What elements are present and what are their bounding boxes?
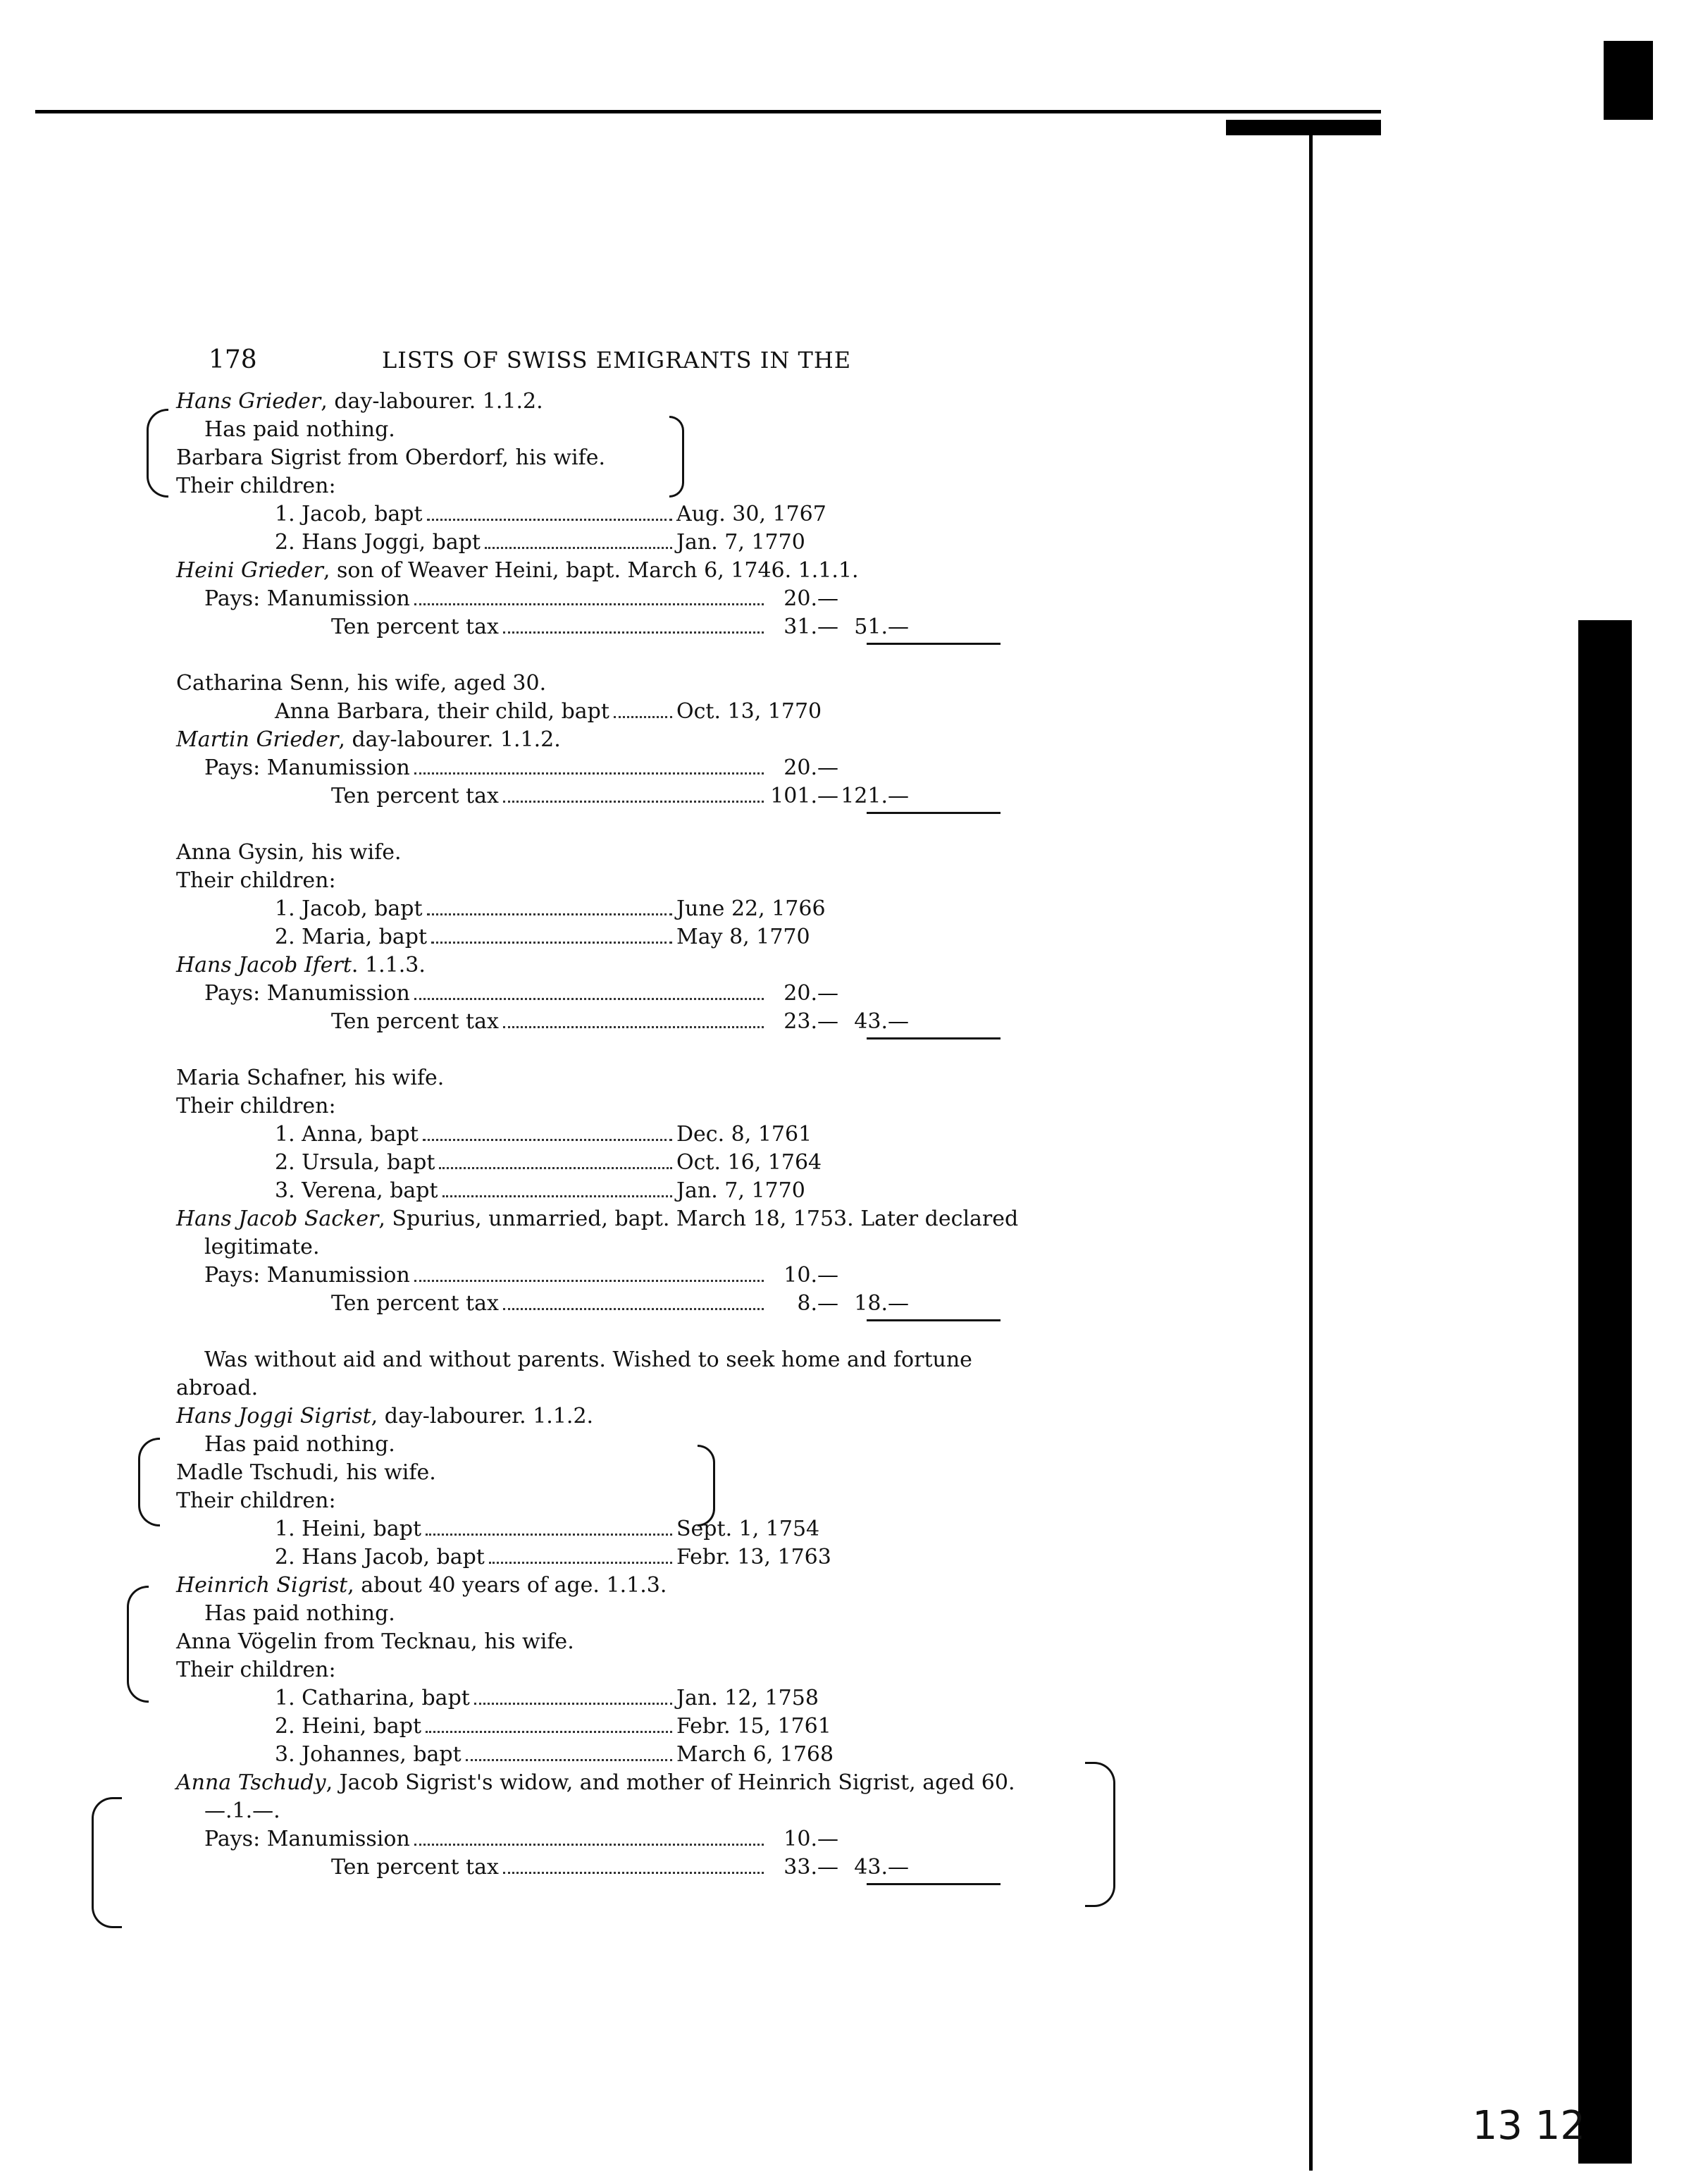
person-entry [176, 1769, 1064, 1797]
baptism-date: Oct. 16, 1764 [676, 1150, 822, 1175]
tax-line [176, 1008, 1064, 1036]
entry-list [176, 388, 1064, 1882]
text-line: Anna Gysin, his wife. [176, 840, 402, 865]
person-name: Hans Jacob Sacker [176, 1207, 379, 1231]
baptism-date: May 8, 1770 [676, 925, 810, 949]
text-line: Has paid nothing. [204, 1432, 395, 1457]
child-entry [176, 698, 1064, 726]
total: 18.— [854, 1291, 909, 1316]
total: 121.— [841, 784, 909, 808]
payment-label: Ten percent tax [331, 615, 499, 639]
dot-leader [503, 1308, 764, 1310]
dot-leader [503, 1872, 764, 1874]
spacer [176, 641, 1064, 670]
tax-line [176, 1853, 1064, 1882]
person-details: , about 40 years of age. 1.1.3. [347, 1573, 667, 1598]
person-entry [176, 1205, 1064, 1233]
child-entry [176, 1149, 1064, 1177]
dot-leader [485, 547, 672, 549]
child-label: 2. Ursula, bapt [275, 1150, 435, 1175]
page-header [176, 338, 1064, 388]
sum-rule [867, 1883, 1001, 1885]
payment-label: Ten percent tax [331, 1291, 499, 1316]
total: 51.— [854, 615, 909, 639]
amount: 20.— [783, 981, 838, 1006]
child-label: 1. Catharina, bapt [275, 1686, 470, 1710]
total: 43.— [854, 1855, 909, 1880]
spacer [176, 1036, 1064, 1064]
dot-leader [426, 1731, 672, 1733]
text-line: Has paid nothing. [204, 1601, 395, 1626]
text-line: Has paid nothing. [204, 417, 395, 442]
child-entry [176, 1543, 1064, 1572]
person-details: . 1.1.3. [351, 953, 426, 977]
left-bracket [127, 1586, 149, 1703]
dot-leader [414, 603, 764, 605]
person-name: Heinrich Sigrist [176, 1573, 348, 1598]
page-content [176, 338, 1064, 1882]
top-rule [35, 110, 1381, 113]
payment-line [176, 585, 1064, 613]
text-line: —.1.—. [204, 1799, 280, 1823]
dot-leader [503, 1026, 764, 1028]
text-line: abroad. [176, 1376, 259, 1400]
person-entry [176, 388, 1064, 416]
top-right-block [1604, 41, 1653, 120]
person-entry [176, 1402, 1064, 1431]
payment-line [176, 754, 1064, 782]
dot-leader [414, 1844, 764, 1846]
text-line: Anna Vögelin from Tecknau, his wife. [176, 1629, 574, 1654]
dot-leader [474, 1703, 672, 1705]
baptism-date: Sept. 1, 1754 [676, 1517, 820, 1541]
text-line: Barbara Sigrist from Oberdorf, his wife. [176, 445, 606, 470]
running-head: LISTS OF SWISS EMIGRANTS IN THE [382, 347, 852, 374]
dot-leader [427, 519, 672, 521]
baptism-date: Aug. 30, 1767 [676, 502, 826, 526]
person-name: Hans Joggi Sigrist [176, 1404, 371, 1429]
amount: 33.— [783, 1855, 838, 1880]
baptism-date: Jan. 7, 1770 [676, 1178, 805, 1203]
child-entry [176, 923, 1064, 951]
payment-label: Ten percent tax [331, 784, 499, 808]
text-line: Maria Schafner, his wife. [176, 1066, 445, 1090]
child-label: 2. Heini, bapt [275, 1714, 422, 1739]
payment-line [176, 1825, 1064, 1853]
top-rule-thick [1226, 120, 1381, 135]
vertical-rule [1309, 127, 1313, 2171]
person-name: Hans Grieder [176, 389, 321, 414]
dot-leader [614, 716, 672, 718]
tax-line [176, 613, 1064, 641]
sum-rule [867, 643, 1001, 645]
payment-label: Pays: Manumission [204, 1827, 410, 1851]
person-details: , son of Weaver Heini, bapt. March 6, 1746. 1.1.1. [323, 558, 859, 583]
dot-leader [503, 631, 764, 634]
child-label: 1. Heini, bapt [275, 1517, 422, 1541]
person-details: , day-labourer. 1.1.2. [371, 1404, 594, 1429]
dot-leader [442, 1195, 672, 1197]
baptism-date: Febr. 15, 1761 [676, 1714, 831, 1739]
sum-rule [867, 1037, 1001, 1039]
payment-label: Pays: Manumission [204, 981, 410, 1006]
person-entry [176, 726, 1064, 754]
right-bracket [698, 1445, 715, 1526]
dot-leader [489, 1562, 672, 1564]
person-entry [176, 557, 1064, 585]
tax-line [176, 1290, 1064, 1318]
baptism-date: Febr. 13, 1763 [676, 1545, 831, 1569]
payment-label: Ten percent tax [331, 1009, 499, 1034]
left-bracket [147, 409, 168, 498]
sum-rule [867, 812, 1001, 814]
child-entry [176, 1121, 1064, 1149]
text-line: Was without aid and without parents. Wished to seek home and fortune [204, 1347, 972, 1372]
page-number: 178 [209, 345, 257, 374]
baptism-date: Oct. 13, 1770 [676, 699, 822, 724]
dot-leader [414, 1280, 764, 1282]
child-label: 1. Anna, bapt [275, 1122, 419, 1147]
person-name: Heini Grieder [176, 558, 323, 583]
amount: 10.— [783, 1827, 838, 1851]
payment-label: Pays: Manumission [204, 586, 410, 611]
child-entry [176, 1515, 1064, 1543]
tax-line [176, 782, 1064, 810]
payment-label: Pays: Manumission [204, 755, 410, 780]
dot-leader [423, 1139, 672, 1141]
baptism-date: March 6, 1768 [676, 1742, 834, 1767]
text-line: Their children: [176, 474, 336, 498]
dot-leader [439, 1167, 672, 1169]
child-label: 1. Jacob, bapt [275, 502, 423, 526]
dot-leader [427, 913, 672, 915]
person-entry [176, 951, 1064, 980]
dot-leader [426, 1534, 672, 1536]
child-label: 2. Maria, bapt [275, 925, 428, 949]
amount: 31.— [783, 615, 838, 639]
text-line: legitimate. [204, 1235, 320, 1259]
sum-rule [867, 1319, 1001, 1321]
dot-leader [431, 942, 672, 944]
child-entry [176, 1741, 1064, 1769]
baptism-date: June 22, 1766 [676, 896, 826, 921]
right-bracket [669, 416, 684, 498]
text-line: Their children: [176, 1488, 336, 1513]
child-entry [176, 500, 1064, 529]
baptism-date: Jan. 7, 1770 [676, 530, 805, 555]
dot-leader [414, 772, 764, 775]
spacer [176, 1318, 1064, 1346]
amount: 23.— [783, 1009, 838, 1034]
text-line: Their children: [176, 868, 336, 893]
child-label: 1. Jacob, bapt [275, 896, 423, 921]
payment-line [176, 1261, 1064, 1290]
text-line: Their children: [176, 1094, 336, 1118]
left-bracket [92, 1797, 122, 1928]
text-line: Their children: [176, 1658, 336, 1682]
handwritten-page-note: 13 12 [1472, 2103, 1585, 2149]
person-details: , day-labourer. 1.1.2. [338, 727, 561, 752]
dot-leader [414, 998, 764, 1000]
payment-label: Ten percent tax [331, 1855, 499, 1880]
amount: 8.— [797, 1291, 838, 1316]
dot-leader [466, 1759, 672, 1761]
left-bracket [138, 1438, 160, 1526]
child-entry [176, 1684, 1064, 1713]
person-details: , day-labourer. 1.1.2. [321, 389, 543, 414]
amount: 101.— [770, 784, 838, 808]
person-name: Anna Tschudy [176, 1770, 326, 1795]
text-line: Madle Tschudi, his wife. [176, 1460, 436, 1485]
baptism-date: Dec. 8, 1761 [676, 1122, 812, 1147]
spacer [176, 810, 1064, 839]
payment-label: Pays: Manumission [204, 1263, 410, 1288]
amount: 20.— [783, 755, 838, 780]
child-label: Anna Barbara, their child, bapt [275, 699, 609, 724]
child-label: 2. Hans Jacob, bapt [275, 1545, 485, 1569]
amount: 10.— [783, 1263, 838, 1288]
person-details: , Spurius, unmarried, bapt. March 18, 1753. Later declared [378, 1207, 1019, 1231]
person-name: Hans Jacob Ifert [176, 953, 352, 977]
child-entry [176, 1713, 1064, 1741]
child-entry [176, 1177, 1064, 1205]
child-entry [176, 895, 1064, 923]
payment-line [176, 980, 1064, 1008]
person-name: Martin Grieder [176, 727, 339, 752]
person-details: , Jacob Sigrist's widow, and mother of Heinrich Sigrist, aged 60. [326, 1770, 1015, 1795]
child-label: 3. Verena, bapt [275, 1178, 438, 1203]
child-label: 3. Johannes, bapt [275, 1742, 462, 1767]
child-entry [176, 529, 1064, 557]
right-edge-bar [1578, 620, 1632, 2164]
dot-leader [503, 801, 764, 803]
child-label: 2. Hans Joggi, bapt [275, 530, 481, 555]
text-line: Catharina Senn, his wife, aged 30. [176, 671, 547, 696]
total: 43.— [854, 1009, 909, 1034]
baptism-date: Jan. 12, 1758 [676, 1686, 819, 1710]
right-bracket [1085, 1762, 1115, 1907]
amount: 20.— [783, 586, 838, 611]
person-entry [176, 1572, 1064, 1600]
